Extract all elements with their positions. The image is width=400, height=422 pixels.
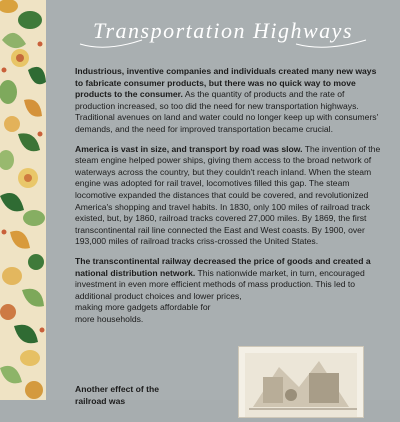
article-body — [75, 66, 381, 333]
paragraph-2-lead: America is vast in size, and transport by road was slow. — [75, 143, 303, 154]
paragraph-4-lead: Another effect of the railroad was — [75, 384, 160, 406]
historic-engraving-image — [239, 347, 363, 417]
engraving-illustration-icon — [239, 347, 363, 417]
paragraph-3-text: This nationwide market, in turn, encouraged investment in even more efficient methods of mass production. This led to additional product choices and lower prices, — [75, 267, 365, 301]
title-block — [46, 0, 400, 60]
page-title: Transportation Highways — [92, 18, 354, 43]
paragraph-3 — [75, 256, 381, 326]
floral-pattern-icon — [0, 0, 46, 400]
content-panel — [46, 0, 400, 406]
paragraph-1-text: As the quantity of products and the rate of production increased, so too did the need for new transportation highways. Traditional avenues on land and water could no longer keep up with consumers' demands, and the need for improved transportation became crucial. — [75, 89, 379, 134]
paragraph-2-text: The invention of the steam engine helped power ships, giving them access to the broad network of waterways across the country, but they couldn't reach inland. When the steam engine was adopted for rail travel, locomotives filled this gap. The steam locomotive expanded the distances that could be covered, and revolutionized America's shopping and travel habits. In 1830, only 100 miles of railroad track existed, but, by 1860, railroad tracks covered 27,000 miles. By 1869, the first transcontinental rail line connected the East and West coasts. By 1900, over 193,000 miles of railroad tracks criss-crossed the United States. — [75, 143, 381, 247]
floral-border — [0, 0, 46, 400]
paragraph-1 — [75, 66, 381, 136]
paragraph-3-lead: The transcontinental railway decreased the price of goods and created a national distribution network. — [75, 255, 371, 278]
paragraph-3-tail: making more gadgets affordable for more households. — [75, 302, 211, 324]
paragraph-2 — [75, 144, 381, 248]
paragraph-1-lead: Industrious, inventive companies and individuals created many new ways to fabricate consumer products, but there was no quick way to move products to the consumer. — [75, 66, 377, 100]
